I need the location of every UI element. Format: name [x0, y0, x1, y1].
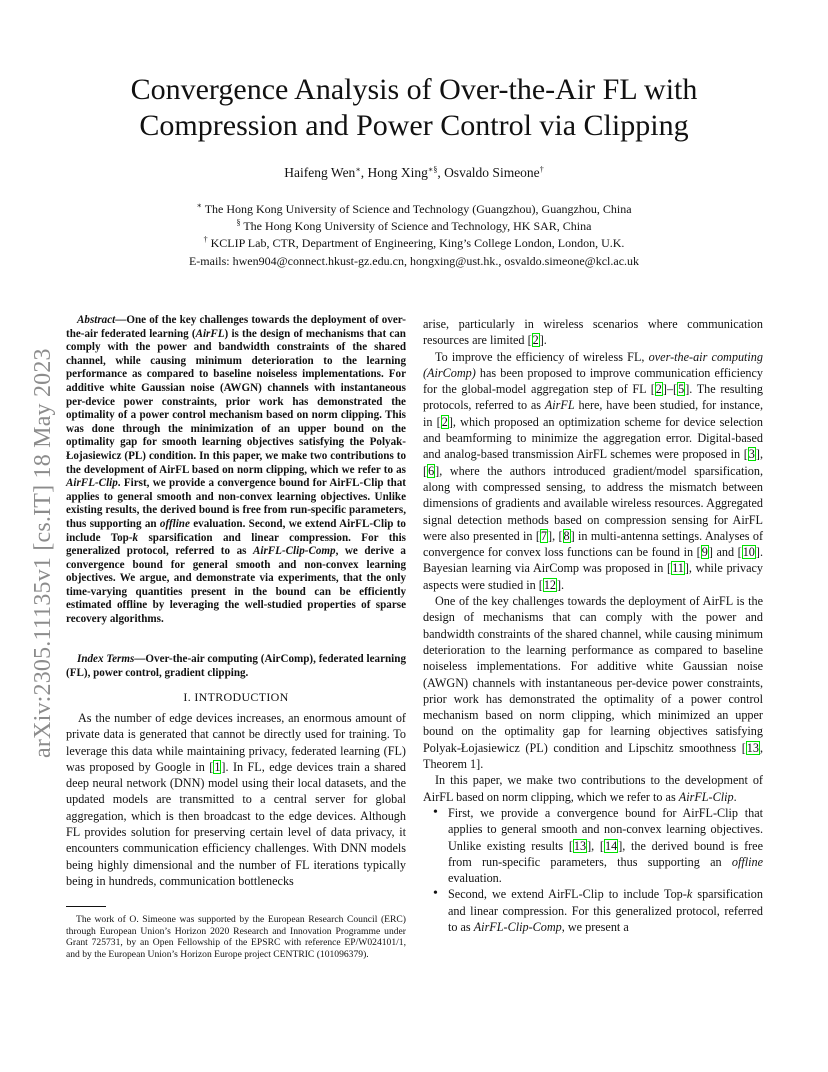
b1-b: ], the derived bound is free from run-specific parameters, thus supporting an	[448, 838, 764, 869]
citation-link[interactable]: 12	[543, 577, 556, 592]
citation-link[interactable]: 13	[573, 838, 587, 853]
abstract-text-4: evaluation. Second, we extend AirFL-Clip to include Top-	[66, 517, 406, 544]
abstract-em-1: AirFL	[195, 327, 225, 340]
abstract-k: k	[132, 531, 139, 544]
footnote-rule	[66, 906, 106, 907]
r-p2-l: ], while privacy aspects were studied in [	[423, 561, 763, 592]
affiliation-1	[0, 201, 828, 218]
author-list: Haifeng Wen∗, Hong Xing∗§, Osvaldo Simeone†	[284, 165, 544, 180]
author-1-mark: ∗	[355, 165, 361, 174]
abstract-text-2: ) is the design of mechanisms that can comply with the power and bandwidth constraints of the shared channel, while causing minimum deterioration to the learning performance as compared to baseline noiseless implementations. For additive white Gaussian noise (AWGN) channels with instantaneous per-device power constraints, prior work has demonstrated the optimality of a power control mechanism based on norm clipping. This was done through the minimization of an upper bound on the optimality gap for smooth learning objectives satisfying the Polyak-Łojasiewicz (PL) condition. In this paper, we make two contributions to the development of AirFL based on norm clipping, which we refer to as	[66, 327, 406, 476]
index-terms	[66, 653, 406, 680]
r-p2-f: ], [	[423, 447, 763, 478]
r-p4-b: .	[733, 789, 737, 804]
b1-em: offline	[731, 854, 763, 869]
author-1: Haifeng Wen	[284, 165, 356, 180]
r-p2-d: here, have been studied, for instance, in [	[423, 398, 763, 429]
right-paragraph-1	[423, 316, 763, 349]
r-p2-c: ]. The resulting protocols, referred to as	[423, 382, 763, 413]
abstract	[66, 314, 406, 627]
affiliation-2	[0, 218, 828, 235]
r-p2-em: over-the-air computing (AirComp)	[423, 349, 763, 380]
b2-k: k	[686, 887, 693, 902]
abstract-text-5: sparsification and linear compression. For this generalized protocol, referred to as	[66, 531, 406, 558]
arxiv-id: arXiv:2305.11135v1 [cs.IT] 18 May 2023	[30, 348, 56, 758]
r-p3-a: One of the key challenges towards the deployment of AirFL is the design of mechanisms that can comply with the power and bandwidth constraints of the shared channel, while causing minimum deterioration to the learning performance as compared to baseline noiseless implementations. For additive white Gaussian noise (AWGN) channels with instantaneous per-device power constraints, prior work has demonstrated the optimality of a power control mechanism based on norm clipping, which minimized an upper bound on the optimality gap for learning objectives satisfying Polyak-Łojasiewicz (PL) condition and Lipschitz smoothness [	[423, 594, 763, 755]
r-p2-e: ], which proposed an optimization scheme for device selection and beamforming to minimize the aggregation error. Digital-based and analog-based transmission AirFL schemes were proposed in [	[423, 414, 763, 462]
index-terms-text: —Over-the-air computing (AirComp), federated learning (FL), power control, gradient clipping.	[66, 653, 406, 679]
r-p3-b: , Theorem 1].	[423, 740, 763, 772]
abstract-text-3: . First, we provide a convergence bound for AirFL-Clip that applies to general smooth and non-convex learning objectives. Unlike existing results, the derived bound is free from run-specific parameters, thus supporting an	[66, 477, 406, 530]
right-paragraph-4	[423, 772, 763, 805]
paper-title	[0, 72, 828, 144]
r-p2-k: ]. Bayesian learning via AirComp was proposed in [	[423, 545, 763, 576]
r-p2-dash: ]–[	[662, 382, 678, 397]
citation-link[interactable]: 1	[214, 759, 221, 774]
affil-1-text: The Hong Kong University of Science and Technology (Guangzhou), Guangzhou, China	[204, 202, 632, 216]
b1-sep: ], [	[587, 838, 604, 853]
r-p2-h: ], [	[548, 528, 563, 543]
affil-2-mark: §	[236, 218, 241, 228]
b2-em: AirFL-Clip-Comp	[473, 919, 562, 934]
contribution-item-1	[423, 805, 763, 886]
contribution-item-2	[423, 886, 763, 935]
citation-link[interactable]: 9	[701, 545, 708, 560]
r-p4-em: AirFL-Clip	[678, 789, 734, 804]
author-2: Hong Xing	[367, 165, 428, 180]
right-paragraph-3	[423, 593, 763, 772]
arxiv-stamp	[20, 288, 66, 758]
contribution-list	[423, 805, 763, 935]
index-terms-label: Index Terms	[77, 653, 135, 665]
intro-p1-text-b: ]. In FL, edge devices train a shared deep neural network (DNN) model using their local datasets, and the updated models are transmitted to a central server for global aggregation, which is then broadcast to the edge devices. Although FL provides solution for preserving certain level of data privacy, it encounters communication efficiency challenges. With DNN models being highly dimensional and the number of FL iterations typically being in hundreds, communication bottlenecks	[66, 759, 406, 888]
b1-c: evaluation.	[448, 871, 502, 886]
b2-a: Second, we extend AirFL-Clip to include Top-	[448, 887, 687, 902]
r-p2-b: has been proposed to improve communication efficiency for the global-model aggregation step of FL [	[423, 365, 763, 397]
affiliation-3	[0, 235, 828, 252]
abstract-em-2: AirFL-Clip	[66, 477, 118, 490]
citation-link[interactable]: 14	[605, 838, 618, 853]
citation-link[interactable]: 2	[441, 414, 448, 429]
b2-b: sparsification and linear compression. For this generalized protocol, referred to as	[448, 887, 763, 934]
r-p2-m: ].	[557, 577, 565, 592]
abstract-text-6: , we derive a convergence bound for general smooth and non-convex learning objectives. We argue, and demonstrate via experiments, that the only time-varying quantities present in the bound can be efficiently estimated offline by leveraging the well-studied properties of sparse recovery algorithms.	[66, 545, 406, 626]
title-line-2: Compression and Power Control via Clipping	[139, 109, 689, 142]
r-c1-a: arise, particularly in wireless scenarios where communication resources are limited [	[423, 317, 763, 348]
right-column	[423, 316, 763, 935]
emails: E-mails: hwen904@connect.hkust-gz.edu.cn, hongxing@ust.hk., osvaldo.simeone@kcl.ac.uk	[188, 253, 640, 268]
section-heading-introduction: I. INTRODUCTION	[183, 690, 289, 704]
affil-3-text: KCLIP Lab, CTR, Department of Engineering, King’s College London, London, U.K.	[210, 236, 625, 251]
affil-3-mark: †	[203, 235, 208, 245]
intro-left-column	[66, 710, 406, 889]
citation-link[interactable]: 11	[672, 561, 684, 576]
citation-link[interactable]: 2	[532, 333, 539, 348]
r-p2-a: To improve the efficiency of wireless FL,	[435, 349, 649, 364]
r-p2-g: ], where the authors introduced gradient/model sparsification, along with compressed sensing, to address the mismatch between dimensions of gradients and available wireless resources. Aggregated signal detection methods based on compression sensing for AirFL were also presented in [	[423, 463, 763, 543]
citation-link[interactable]: 6	[428, 463, 435, 478]
footnote: The work of O. Simeone was supported by the European Research Council (ERC) through European Union’s Horizon 2020 Research and Innovation Programme under Grant 725731, by an Open Fellowship of the EPSRC with reference EP/W024101/1, and by the European Union’s Horizon Europe project CENTRIC (101096379).	[66, 914, 406, 960]
citation-link[interactable]: 7	[540, 528, 548, 543]
r-p4-a: In this paper, we make two contributions to the development of AirFL based on norm clipping, which we refer to as	[423, 773, 763, 804]
citation-link[interactable]: 8	[563, 528, 570, 543]
r-p2-em2: AirFL	[544, 398, 575, 413]
abstract-label: Abstract	[77, 314, 116, 326]
b1-a: First, we provide a convergence bound for AirFL-Clip that applies to general smooth and non-convex learning objectives. Unlike existing results [	[448, 805, 763, 853]
r-p2-i: ] in multi-antenna settings. Analyses of convergence for convex loss functions can be found in [	[423, 528, 764, 560]
r-c1-b: ].	[539, 333, 547, 348]
affiliations	[0, 201, 828, 270]
title-line-1: Convergence Analysis of Over-the-Air FL with	[130, 73, 698, 106]
r-p2-j: ] and [	[708, 545, 742, 560]
author-2-mark: ∗§	[427, 165, 438, 174]
abstract-text-1: —One of the key challenges towards the deployment of over-the-air federated learning (	[66, 314, 406, 340]
abstract-em-3: offline	[159, 517, 190, 530]
affil-2-text: The Hong Kong University of Science and Technology, HK SAR, China	[243, 219, 592, 234]
citation-link[interactable]: 2	[655, 382, 662, 397]
right-paragraph-2	[423, 349, 763, 593]
intro-paragraph-1	[66, 710, 406, 889]
citation-link[interactable]: 10	[742, 545, 755, 560]
author-3-mark: †	[539, 165, 544, 174]
affil-1-mark: ∗	[196, 201, 202, 210]
citation-link[interactable]: 13	[746, 740, 759, 755]
citation-link[interactable]: 3	[748, 447, 755, 462]
citation-link[interactable]: 5	[678, 382, 685, 397]
author-3: Osvaldo Simeone	[444, 165, 540, 180]
abstract-em-5: AirFL-Clip-Comp	[252, 545, 336, 558]
b2-c: , we present a	[561, 919, 629, 934]
intro-p1-text-a: As the number of edge devices increases, an enormous amount of private data is generated that cannot be directly used for training. To leverage this data while maintaining privacy, federated learning (FL) was proposed by Google in [	[66, 711, 406, 774]
